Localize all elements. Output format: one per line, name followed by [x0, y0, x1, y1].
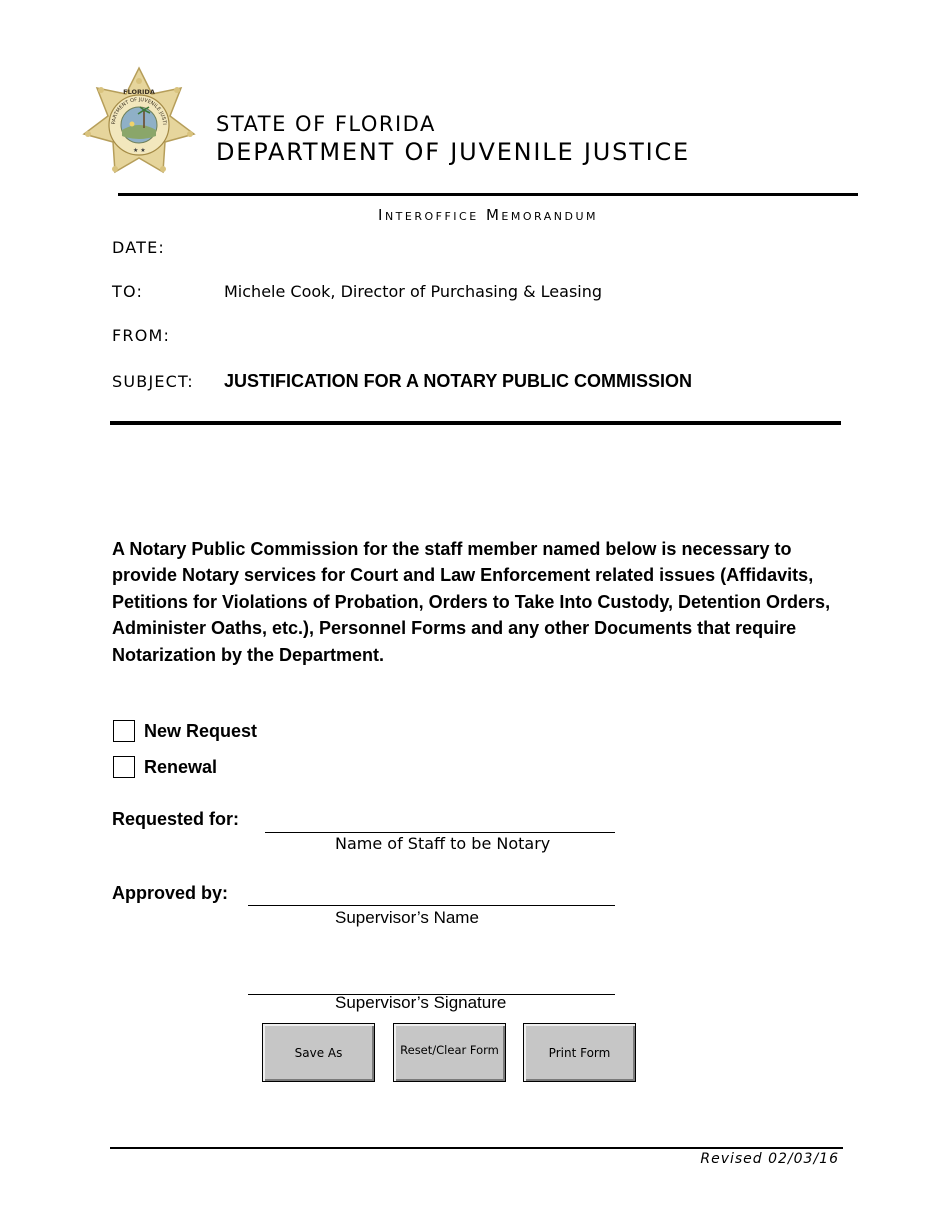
- approved-by-caption: Supervisor’s Name: [335, 908, 479, 927]
- renewal-checkbox[interactable]: [113, 756, 135, 778]
- new-request-label: New Request: [144, 721, 258, 741]
- header-department: DEPARTMENT OF JUVENILE JUSTICE: [216, 138, 690, 166]
- from-label: FROM:: [112, 326, 171, 345]
- justification-paragraph: A Notary Public Commission for the staff member named below is necessary to provide Notary services for Court and Law Enforcement related issues (Affidavits, Petitions for Violations of Probation, Orders to Take Into Custody, Detention Orders, Administer Oaths, etc.), Personnel Forms and any other Documents that require Notarization by the Department.: [112, 539, 831, 665]
- footer-divider: [110, 1147, 843, 1149]
- date-label: DATE:: [112, 238, 166, 257]
- department-seal: [82, 66, 196, 180]
- memo-title-initial-i: I: [378, 206, 385, 224]
- memo-header-divider: [110, 421, 841, 425]
- seal-text-top: FLORIDA: [123, 88, 155, 96]
- seal-ring-text: PARTMENT OF JUVENILE JUSTI: [110, 96, 168, 125]
- supervisor-signature-input[interactable]: [248, 972, 615, 995]
- requested-for-input[interactable]: [265, 810, 615, 833]
- memo-title-rest-2: EMORANDUM: [501, 210, 598, 223]
- seal-star-icon: [84, 68, 194, 172]
- memo-title: [118, 206, 858, 224]
- requested-for-label: Requested for:: [112, 809, 240, 829]
- supervisor-signature-caption: Supervisor’s Signature: [335, 993, 507, 1012]
- print-form-button[interactable]: Print Form: [523, 1023, 636, 1082]
- memo-title-initial-m: M: [485, 206, 502, 224]
- requested-for-caption: Name of Staff to be Notary: [335, 834, 551, 853]
- svg-text:★ ★: ★ ★: [133, 147, 146, 154]
- header-state: STATE OF FLORIDA: [216, 112, 436, 136]
- approved-by-label: Approved by:: [112, 883, 229, 903]
- to-label: TO:: [112, 282, 144, 301]
- renewal-label: Renewal: [144, 757, 218, 777]
- subject-value: JUSTIFICATION FOR A NOTARY PUBLIC COMMISSION: [224, 371, 692, 391]
- header-divider: [118, 193, 858, 196]
- save-as-button[interactable]: Save As: [262, 1023, 375, 1082]
- memo-title-rest-1: NTEROFFICE: [384, 210, 479, 223]
- to-value: Michele Cook, Director of Purchasing & Leasing: [224, 282, 603, 301]
- subject-label: SUBJECT:: [112, 372, 194, 391]
- reset-clear-form-button[interactable]: Reset/Clear Form: [393, 1023, 506, 1082]
- new-request-checkbox[interactable]: [113, 720, 135, 742]
- revised-date: Revised 02/03/16: [700, 1151, 839, 1167]
- approved-by-input[interactable]: [248, 883, 615, 906]
